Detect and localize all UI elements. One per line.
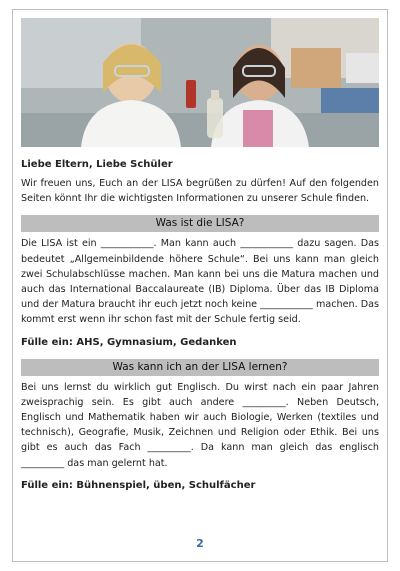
students-lab-photo — [21, 18, 379, 147]
intro-paragraph: Wir freuen uns, Euch an der LISA begrüßen zu dürfen! Auf den folgenden Seiten könnt Ihr die wichtigsten Informationen zu unserer Schule finden. — [21, 178, 379, 205]
document-content — [21, 150, 379, 493]
page-number: 2 — [196, 537, 204, 550]
section1-fill-instruction: Fülle ein: AHS, Gymnasium, Gedanken — [21, 336, 237, 348]
document-page — [12, 9, 388, 562]
greeting-heading: Liebe Eltern, Liebe Schüler — [21, 159, 173, 170]
section2-paragraph: Bei uns lernst du wirklich gut Englisch. Du wirst nach ein paar Jahren zweisprachig sein. Es gibt auch andere _________. Neben Deutsch, Englisch und Mathematik haben wir auch Biologie, Werken (textiles und technisch), Geografie, Musik, Zeichnen und Religion oder Ethik. Bei uns gibt es auch das Fach _________. Da kann man gleich das englisch _________ das man gelernt hat. — [21, 381, 379, 469]
photo-illustration — [21, 18, 379, 147]
section1-paragraph: Die LISA ist ein ___________. Man kann auch ___________ dazu sagen. Das bedeutet „Allgemeinbildende höhere Schule“. Bei uns kann man gleich zwei Schulabschlüsse machen. Man kann bei uns die Matura machen und auch das International Baccalaureate (IB) Diploma. Über das IB Diploma und der Matura braucht ihr euch jetzt noch keine ___________ machen. Das kommt erst wenn ihr schon fast mit der Schule fertig seid. — [21, 238, 379, 326]
section-heading-what-can-i-learn: Was kann ich an der LISA lernen? — [21, 359, 379, 376]
section2-fill-instruction: Fülle ein: Bühnenspiel, üben, Schulfächer — [21, 479, 256, 491]
section-heading-what-is-lisa: Was ist die LISA? — [21, 215, 379, 232]
